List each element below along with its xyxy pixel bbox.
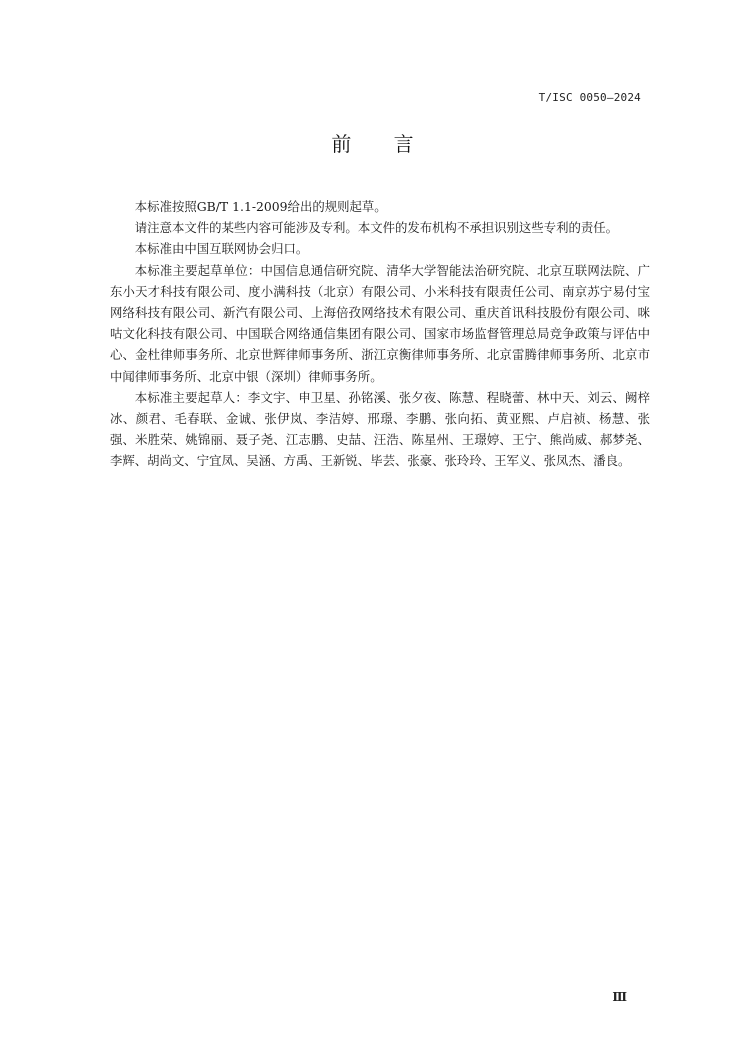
paragraph-drafting-organizations: 本标准主要起草单位：中国信息通信研究院、清华大学智能法治研究院、北京互联网法院、广东小天才科技有限公司、度小满科技（北京）有限公司、小米科技有限责任公司、南京苏宁易付宝网络科技有限公司、新汽有限公司、上海倍孜网络技术有限公司、重庆首讯科技股份有限公司、咪咕文化科技有限公司、中国联合网络通信集团有限公司、国家市场监督管理总局竞争政策与评估中心、金杜律师事务所、北京世辉律师事务所、浙江京衡律师事务所、北京雷腾律师事务所、北京市中闻律师事务所、北京中银（深圳）律师事务所。 — [110, 262, 650, 384]
paragraph-governing-body: 本标准由中国互联网协会归口。 — [134, 241, 309, 257]
paragraph-drafters: 本标准主要起草人：李文宇、申卫星、孙铭溪、张夕夜、陈慧、程晓蕾、林中天、刘云、阙梓冰、颜君、毛春联、金诚、张伊岚、李洁婷、邢璟、李鹏、张向拓、黄亚熙、卢启祯、杨慧、张强、米胜荣、姚锦丽、聂子尧、江志鹏、史喆、汪浩、陈星州、王璟婷、王宁、熊尚威、郝梦尧、李辉、胡尚文、宁宜凤、吴涵、方禹、王新锐、毕芸、张豪、张玲玲、王军义、张凤杰、潘良。 — [110, 389, 650, 469]
paragraph-drafting-rules: 本标准按照GB/T 1.1-2009给出的规则起草。 — [134, 199, 387, 214]
standard-number: T/ISC 0050—2024 — [538, 91, 641, 104]
page-title: 前 言 — [331, 132, 432, 156]
page-number: Ⅲ — [612, 990, 627, 1004]
foreword-body — [110, 196, 650, 472]
paragraph-patent-notice: 请注意本文件的某些内容可能涉及专利。本文件的发布机构不承担识别这些专利的责任。 — [134, 220, 619, 236]
